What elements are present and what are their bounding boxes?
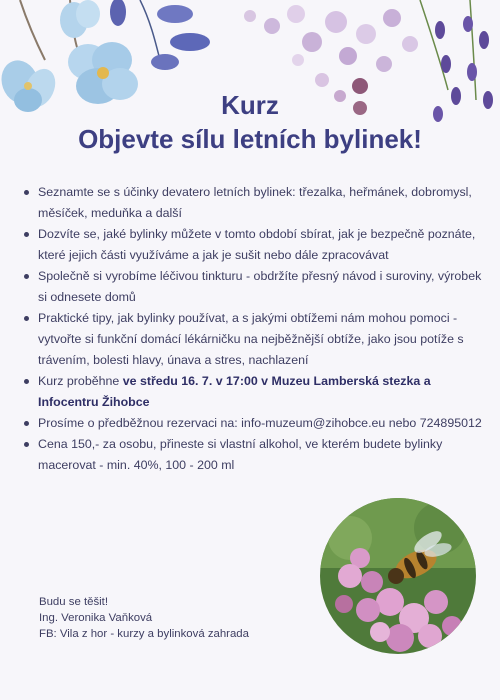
list-item-reservation: Prosíme o předběžnou rezervaci na: info-muzeum@zihobce.eu nebo 724895012	[20, 413, 488, 434]
title-block	[0, 88, 500, 156]
list-item: Seznamte se s účinky devatero letních bylinek: třezalka, heřmánek, dobromysl, měsíček, meduňka a další	[20, 182, 488, 224]
date-prefix: Kurz proběhne	[38, 374, 123, 388]
signature-name: Ing. Veronika Vaňková	[39, 612, 153, 624]
page-title: Objevte sílu letních bylinek!	[78, 124, 422, 154]
list-item: Praktické tipy, jak bylinky používat, a s jakými obtížemi nám mohou pomoci - vytvořte si funkční domácí lékárničku na nejběžnější obtíže, jako jsou potíže s trávením, bolesti hlavy, únava a stres, nachlazení	[20, 308, 488, 371]
signature-block	[39, 594, 249, 642]
list-item: Dozvíte se, jaké bylinky můžete v tomto období sbírat, jak je bezpečně poznáte, které jejich části využíváme a jak je sušit nebo dále zpracovávat	[20, 224, 488, 266]
date-venue: ve středu 16. 7. v 17:00 v Muzeu Lamberská stezka a Infocentru Žihobce	[38, 374, 431, 409]
signature-greeting: Budu se těšit!	[39, 596, 109, 608]
bee-flower-image	[320, 498, 476, 654]
list-item: Společně si vyrobíme léčivou tinkturu - obdržíte přesný návod i suroviny, výrobek si odnesete domů	[20, 266, 488, 308]
list-item-date	[20, 371, 488, 413]
list-item-price: Cena 150,- za osobu, přineste si vlastní alkohol, ve kterém budete bylinky macerovat - min. 40%, 100 - 200 ml	[20, 434, 488, 476]
bee-on-flower-photo	[320, 498, 476, 654]
course-details-list	[20, 182, 488, 476]
signature-facebook: FB: Vila z hor - kurzy a bylinková zahrada	[39, 628, 249, 640]
course-kicker: Kurz	[221, 90, 279, 120]
